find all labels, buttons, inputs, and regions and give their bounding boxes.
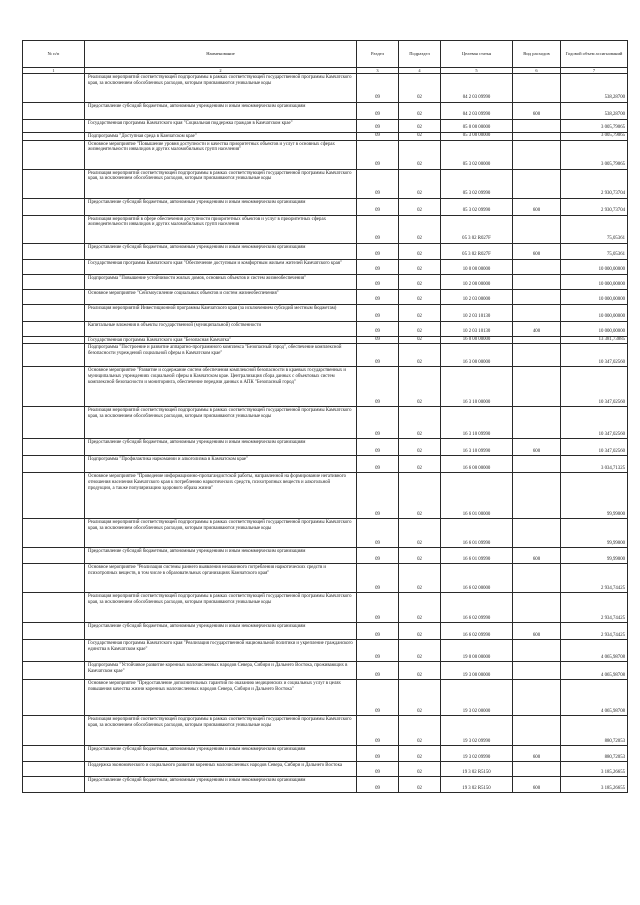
row-section-cell: 09 (357, 716, 399, 746)
row-section-cell: 09 (357, 407, 399, 439)
row-name-cell: Поддержка экономического и социального развития коренных малочисленных народов Севера, Сибири и Дальнего Востока (85, 762, 357, 777)
row-amount-cell: 2 934,74425 (561, 623, 628, 640)
row-section-cell: 09 (357, 103, 399, 120)
row-name-cell: Реализация мероприятий соответствующей подпрограммы в рамках соответствующей государственной программы Камчатского края, за исключением обособленных расходов, которым присваиваются уникальные коды (85, 407, 357, 439)
row-subsection-cell: 02 (399, 762, 441, 777)
row-section-cell: 09 (357, 304, 399, 321)
row-amount-cell: 4 065,98708 (561, 640, 628, 662)
table-row (23, 133, 628, 141)
row-name-cell: Предоставление субсидий бюджетным, автономным учреждениям и иным некоммерческим организациям (85, 746, 357, 762)
row-number-cell (23, 407, 85, 439)
row-expense-type-cell (513, 140, 561, 169)
table-row (23, 274, 628, 289)
row-expense-type-cell (513, 367, 561, 407)
row-expense-type-cell (513, 133, 561, 141)
row-expense-type-cell: 600 (513, 439, 561, 456)
row-number-cell (23, 762, 85, 777)
row-section-cell: 09 (357, 120, 399, 133)
header-subsection: Подраздел (399, 41, 441, 68)
table-row (23, 716, 628, 746)
column-number: 6 (513, 68, 561, 74)
table-row (23, 169, 628, 198)
row-expense-type-cell: 600 (513, 623, 561, 640)
row-amount-cell: 10 000,00000 (561, 274, 628, 289)
row-target-article-cell: 16 3 10 00000 (441, 367, 513, 407)
row-number-cell (23, 593, 85, 623)
table-row (23, 120, 628, 133)
row-target-article-cell: 04 2 03 09990 (441, 103, 513, 120)
row-amount-cell: 538,28700 (561, 103, 628, 120)
row-section-cell: 09 (357, 140, 399, 169)
row-section-cell: 09 (357, 198, 399, 215)
row-subsection-cell: 02 (399, 243, 441, 259)
row-subsection-cell: 02 (399, 74, 441, 103)
table-row (23, 762, 628, 777)
row-target-article-cell: 16 3 00 00000 (441, 344, 513, 367)
row-subsection-cell: 02 (399, 519, 441, 548)
row-target-article-cell: 05 3 02 00000 (441, 140, 513, 169)
row-expense-type-cell (513, 74, 561, 103)
row-amount-cell: 880,72053 (561, 746, 628, 762)
table-row (23, 640, 628, 662)
table-row (23, 680, 628, 716)
table-row (23, 662, 628, 680)
row-name-cell: Подпрограмма "Построение и развитие аппаратно-программного комплекса "Безопасный город", обеспечение комплексной безопасности учреждений социальной сферы в Камчатском крае" (85, 344, 357, 367)
table-row (23, 519, 628, 548)
row-target-article-cell: 16 6 02 09990 (441, 593, 513, 623)
row-section-cell: 09 (357, 762, 399, 777)
row-amount-cell: 75,05361 (561, 215, 628, 243)
table-row (23, 259, 628, 274)
row-name-cell: Подпрограмма "Профилактика наркомании и алкоголизма в Камчатском крае" (85, 456, 357, 473)
row-number-cell (23, 74, 85, 103)
row-name-cell: Реализация мероприятий соответствующей подпрограммы в рамках соответствующей государственной программы Камчатского края, за исключением обособленных расходов, которым присваиваются уникальные коды (85, 169, 357, 198)
row-amount-cell: 10 000,00000 (561, 289, 628, 304)
row-number-cell (23, 321, 85, 336)
row-target-article-cell: 05 3 02 R027F (441, 215, 513, 243)
row-expense-type-cell: 600 (513, 746, 561, 762)
row-amount-cell: 99,99000 (561, 519, 628, 548)
row-name-cell: Основное мероприятие "Реализация системы раннего выявления незаконного потребления наркотических средств и психотропных веществ, в том числе в образовательных организациях Камчатского края" (85, 564, 357, 593)
row-subsection-cell: 02 (399, 407, 441, 439)
row-expense-type-cell (513, 593, 561, 623)
row-section-cell: 09 (357, 777, 399, 793)
row-number-cell (23, 623, 85, 640)
row-number-cell (23, 289, 85, 304)
row-expense-type-cell (513, 336, 561, 344)
row-amount-cell: 3 005,79065 (561, 120, 628, 133)
row-section-cell: 09 (357, 640, 399, 662)
row-target-article-cell: 19 3 02 09990 (441, 716, 513, 746)
row-name-cell: Предоставление субсидий бюджетным, автономным учреждениям и иным некоммерческим организациям (85, 439, 357, 456)
row-section-cell: 09 (357, 259, 399, 274)
header-target-article: Целевая статья (441, 41, 513, 68)
row-subsection-cell: 02 (399, 662, 441, 680)
row-name-cell: Основное мероприятие "Повышение уровня доступности и качества приоритетных объектов и услуг в основных сферах жизнедеятельности инвалидов и других маломобильных групп населения" (85, 140, 357, 169)
row-amount-cell: 2 930,73704 (561, 198, 628, 215)
header-number: № п/п (23, 41, 85, 68)
row-amount-cell: 880,72053 (561, 716, 628, 746)
row-target-article-cell: 19 3 02 00000 (441, 680, 513, 716)
row-expense-type-cell (513, 169, 561, 198)
row-number-cell (23, 548, 85, 564)
column-number: 3 (357, 68, 399, 74)
row-expense-type-cell (513, 407, 561, 439)
row-expense-type-cell (513, 289, 561, 304)
row-expense-type-cell (513, 473, 561, 519)
table-row (23, 198, 628, 215)
table-row (23, 140, 628, 169)
row-section-cell: 09 (357, 215, 399, 243)
row-amount-cell: 3 005,79065 (561, 133, 628, 141)
row-number-cell (23, 473, 85, 519)
row-subsection-cell: 02 (399, 564, 441, 593)
row-amount-cell: 3 034,71325 (561, 456, 628, 473)
row-expense-type-cell: 600 (513, 777, 561, 793)
row-subsection-cell: 02 (399, 103, 441, 120)
row-section-cell: 09 (357, 321, 399, 336)
row-expense-type-cell: 600 (513, 548, 561, 564)
row-amount-cell: 538,28700 (561, 74, 628, 103)
row-name-cell: Предоставление субсидий бюджетным, автономным учреждениям и иным некоммерческим организациям (85, 777, 357, 793)
row-name-cell: Предоставление субсидий бюджетным, автономным учреждениям и иным некоммерческим организациям (85, 243, 357, 259)
table-row (23, 243, 628, 259)
row-number-cell (23, 344, 85, 367)
row-subsection-cell: 02 (399, 640, 441, 662)
row-amount-cell: 2 930,73704 (561, 169, 628, 198)
row-target-article-cell: 05 3 02 R027F (441, 243, 513, 259)
row-subsection-cell: 02 (399, 336, 441, 344)
row-amount-cell: 10 347,02560 (561, 344, 628, 367)
row-amount-cell: 4 065,98708 (561, 662, 628, 680)
header-name: Наименование (85, 41, 357, 68)
row-subsection-cell: 02 (399, 593, 441, 623)
row-expense-type-cell (513, 120, 561, 133)
row-name-cell: Основное мероприятие "Проведение информационно-пропагандистской работы, направленной на формирование негативного отношения населения Камчатского края к потреблению наркотических средств, психотропных веществ и алкогольной продукции, а также популяризацию здорового образа жизни" (85, 473, 357, 519)
row-name-cell: Реализация мероприятий соответствующей подпрограммы в рамках соответствующей государственной программы Камчатского края, за исключением обособленных расходов, которым присваиваются уникальные коды (85, 519, 357, 548)
row-number-cell (23, 304, 85, 321)
row-subsection-cell: 02 (399, 133, 441, 141)
row-number-cell (23, 336, 85, 344)
row-target-article-cell: 16 3 10 09990 (441, 407, 513, 439)
row-amount-cell: 10 000,00000 (561, 259, 628, 274)
table-row (23, 215, 628, 243)
row-amount-cell: 10 000,00000 (561, 321, 628, 336)
row-name-cell: Предоставление субсидий бюджетным, автономным учреждениям и иным некоммерческим организациям (85, 623, 357, 640)
row-target-article-cell: 16 6 01 09990 (441, 548, 513, 564)
column-number: 7 (561, 68, 628, 74)
row-target-article-cell: 10 2 03 10130 (441, 304, 513, 321)
table-row (23, 103, 628, 120)
row-subsection-cell: 02 (399, 120, 441, 133)
row-section-cell: 09 (357, 473, 399, 519)
row-amount-cell: 3 005,79065 (561, 140, 628, 169)
row-target-article-cell: 16 0 00 00000 (441, 336, 513, 344)
row-expense-type-cell (513, 640, 561, 662)
row-amount-cell: 3 185,26655 (561, 777, 628, 793)
row-number-cell (23, 133, 85, 141)
row-number-cell (23, 777, 85, 793)
table-row (23, 74, 628, 103)
table-row (23, 336, 628, 344)
row-number-cell (23, 439, 85, 456)
row-target-article-cell: 19 3 02 R5150 (441, 762, 513, 777)
row-section-cell: 09 (357, 662, 399, 680)
row-expense-type-cell (513, 662, 561, 680)
row-expense-type-cell (513, 564, 561, 593)
row-target-article-cell: 16 6 02 09990 (441, 623, 513, 640)
row-subsection-cell: 02 (399, 304, 441, 321)
row-number-cell (23, 103, 85, 120)
row-section-cell: 09 (357, 746, 399, 762)
row-expense-type-cell (513, 304, 561, 321)
row-expense-type-cell (513, 680, 561, 716)
row-amount-cell: 2 934,74425 (561, 593, 628, 623)
row-section-cell: 09 (357, 456, 399, 473)
table-row (23, 548, 628, 564)
row-target-article-cell: 10 2 03 10130 (441, 321, 513, 336)
column-number: 2 (85, 68, 357, 74)
row-amount-cell: 4 065,98708 (561, 680, 628, 716)
row-number-cell (23, 243, 85, 259)
row-name-cell: Государственная программа Камчатского края "Обеспечение доступным и комфортным жильем жителей Камчатского края" (85, 259, 357, 274)
header-section: Раздел (357, 41, 399, 68)
row-target-article-cell: 16 6 01 00000 (441, 473, 513, 519)
row-name-cell: Основное мероприятие "Предоставление дополнительных гарантий по оказанию медицинских и социальных услуг в целях повышения качества жизни коренных малочисленных народов Севера, Сибири и Дальнего Востока" (85, 680, 357, 716)
row-subsection-cell: 02 (399, 439, 441, 456)
row-subsection-cell: 02 (399, 321, 441, 336)
row-name-cell: Предоставление субсидий бюджетным, автономным учреждениям и иным некоммерческим организациям (85, 103, 357, 120)
row-section-cell: 09 (357, 564, 399, 593)
row-subsection-cell: 02 (399, 367, 441, 407)
row-name-cell: Капитальные вложения в объекты государственной (муниципальной) собственности (85, 321, 357, 336)
row-expense-type-cell: 600 (513, 243, 561, 259)
row-number-cell (23, 640, 85, 662)
column-number: 4 (399, 68, 441, 74)
table-row (23, 344, 628, 367)
table-row (23, 439, 628, 456)
header-annual-amount: Годовой объем ассигнований (561, 41, 628, 68)
row-name-cell: Предоставление субсидий бюджетным, автономным учреждениям и иным некоммерческим организациям (85, 198, 357, 215)
row-target-article-cell: 05 3 02 09990 (441, 169, 513, 198)
row-expense-type-cell (513, 716, 561, 746)
row-section-cell: 09 (357, 243, 399, 259)
row-amount-cell: 10 347,02560 (561, 407, 628, 439)
table-row (23, 623, 628, 640)
row-expense-type-cell (513, 215, 561, 243)
row-target-article-cell: 16 3 10 09990 (441, 439, 513, 456)
row-number-cell (23, 259, 85, 274)
row-name-cell: Реализация мероприятий соответствующей подпрограммы в рамках соответствующей государственной программы Камчатского края, за исключением обособленных расходов, которым присваиваются уникальные коды (85, 593, 357, 623)
row-name-cell: Государственная программа Камчатского края "Безопасная Камчатка" (85, 336, 357, 344)
row-amount-cell: 75,05361 (561, 243, 628, 259)
row-name-cell: Государственная программа Камчатского края "Реализация государственной национальной политики и укрепление гражданского единства в Камчатском крае" (85, 640, 357, 662)
row-subsection-cell: 02 (399, 289, 441, 304)
table-row (23, 456, 628, 473)
row-target-article-cell: 16 6 02 00000 (441, 564, 513, 593)
row-name-cell: Реализация мероприятий в сфере обеспечения доступности приоритетных объектов и услуг в приоритетных сферах жизнедеятельности инвалидов и других маломобильных групп населения (85, 215, 357, 243)
row-target-article-cell: 19 3 02 R5150 (441, 777, 513, 793)
row-subsection-cell: 02 (399, 716, 441, 746)
row-expense-type-cell (513, 274, 561, 289)
row-number-cell (23, 215, 85, 243)
row-subsection-cell: 02 (399, 456, 441, 473)
row-target-article-cell: 19 0 00 00000 (441, 640, 513, 662)
row-number-cell (23, 662, 85, 680)
row-section-cell: 09 (357, 344, 399, 367)
row-section-cell: 09 (357, 74, 399, 103)
row-section-cell: 09 (357, 367, 399, 407)
table-body (23, 74, 628, 793)
row-section-cell: 09 (357, 289, 399, 304)
budget-table-page (22, 40, 627, 793)
row-target-article-cell: 19 3 00 00000 (441, 662, 513, 680)
row-target-article-cell: 05 3 02 09990 (441, 198, 513, 215)
row-section-cell: 09 (357, 680, 399, 716)
row-target-article-cell: 05 3 00 00000 (441, 133, 513, 141)
row-expense-type-cell (513, 762, 561, 777)
table-row (23, 564, 628, 593)
row-name-cell: Основное мероприятие "Развитие и содержание систем обеспечения комплексной безопасности в краевых государственных и муниципальных учреждениях социальной сферы в Камчатском крае. Централизация сбора данных с объектовых систем комплексной безопасности и мониторинга, обеспечение передачи данных в АПК "Безопасный город" (85, 367, 357, 407)
row-number-cell (23, 746, 85, 762)
row-section-cell: 09 (357, 169, 399, 198)
table-row (23, 304, 628, 321)
row-amount-cell: 99,99000 (561, 473, 628, 519)
row-section-cell: 09 (357, 336, 399, 344)
row-target-article-cell: 10 0 00 00000 (441, 259, 513, 274)
row-expense-type-cell (513, 344, 561, 367)
row-number-cell (23, 680, 85, 716)
row-subsection-cell: 02 (399, 548, 441, 564)
row-name-cell: Реализация мероприятий Инвестиционной программы Камчатского края (за исключением субсидий местным бюджетам) (85, 304, 357, 321)
row-expense-type-cell: 600 (513, 103, 561, 120)
row-number-cell (23, 274, 85, 289)
row-target-article-cell: 10 2 00 00000 (441, 274, 513, 289)
row-amount-cell: 2 934,74425 (561, 564, 628, 593)
table-row (23, 367, 628, 407)
row-section-cell: 09 (357, 593, 399, 623)
row-name-cell: Подпрограмма "Повышение устойчивости жилых домов, основных объектов и систем жизнеобеспечения" (85, 274, 357, 289)
row-number-cell (23, 140, 85, 169)
column-number: 5 (441, 68, 513, 74)
row-expense-type-cell: 400 (513, 321, 561, 336)
row-subsection-cell: 02 (399, 473, 441, 519)
row-amount-cell: 10 347,02560 (561, 439, 628, 456)
table-row (23, 321, 628, 336)
row-target-article-cell: 10 2 03 00000 (441, 289, 513, 304)
row-subsection-cell: 02 (399, 777, 441, 793)
row-target-article-cell: 16 6 01 09990 (441, 519, 513, 548)
row-target-article-cell: 19 3 02 09990 (441, 746, 513, 762)
row-target-article-cell: 16 6 00 00000 (441, 456, 513, 473)
table-row (23, 593, 628, 623)
budget-allocation-table (22, 40, 628, 793)
row-name-cell: Реализация мероприятий соответствующей подпрограммы в рамках соответствующей государственной программы Камчатского края, за исключением обособленных расходов, которым присваиваются уникальные коды (85, 716, 357, 746)
row-number-cell (23, 716, 85, 746)
row-amount-cell: 13 381,73885 (561, 336, 628, 344)
row-subsection-cell: 02 (399, 623, 441, 640)
row-subsection-cell: 02 (399, 169, 441, 198)
row-name-cell: Предоставление субсидий бюджетным, автономным учреждениям и иным некоммерческим организациям (85, 548, 357, 564)
row-number-cell (23, 367, 85, 407)
row-amount-cell: 99,99000 (561, 548, 628, 564)
table-row (23, 777, 628, 793)
row-section-cell: 09 (357, 519, 399, 548)
row-subsection-cell: 02 (399, 198, 441, 215)
row-name-cell: Основное мероприятие "Сейсмоусиление социальных объектов и систем жизнеобеспечения" (85, 289, 357, 304)
row-subsection-cell: 02 (399, 680, 441, 716)
row-subsection-cell: 02 (399, 215, 441, 243)
row-expense-type-cell (513, 519, 561, 548)
row-number-cell (23, 198, 85, 215)
row-target-article-cell: 05 0 00 00000 (441, 120, 513, 133)
row-amount-cell: 3 185,26655 (561, 762, 628, 777)
table-row (23, 746, 628, 762)
table-row (23, 407, 628, 439)
row-target-article-cell: 04 2 03 09990 (441, 74, 513, 103)
row-name-cell: Подпрограмма "Устойчивое развитие коренных малочисленных народов Севера, Сибири и Дальнего Востока, проживающих в Камчатском крае" (85, 662, 357, 680)
row-section-cell: 09 (357, 133, 399, 141)
table-header-row (23, 41, 628, 68)
row-subsection-cell: 02 (399, 344, 441, 367)
row-number-cell (23, 169, 85, 198)
row-subsection-cell: 02 (399, 140, 441, 169)
row-expense-type-cell (513, 456, 561, 473)
table-row (23, 289, 628, 304)
table-row (23, 473, 628, 519)
row-name-cell: Государственная программа Камчатского края "Социальная поддержка граждан в Камчатском крае" (85, 120, 357, 133)
row-section-cell: 09 (357, 548, 399, 564)
row-section-cell: 09 (357, 274, 399, 289)
row-amount-cell: 10 347,02560 (561, 367, 628, 407)
header-expense-type: Вид расходов (513, 41, 561, 68)
row-amount-cell: 10 000,00000 (561, 304, 628, 321)
column-number: 1 (23, 68, 85, 74)
row-number-cell (23, 564, 85, 593)
row-number-cell (23, 519, 85, 548)
row-subsection-cell: 02 (399, 259, 441, 274)
row-subsection-cell: 02 (399, 274, 441, 289)
row-expense-type-cell: 600 (513, 198, 561, 215)
row-name-cell: Подпрограмма "Доступная среда в Камчатском крае" (85, 133, 357, 141)
row-number-cell (23, 456, 85, 473)
row-section-cell: 09 (357, 439, 399, 456)
row-subsection-cell: 02 (399, 746, 441, 762)
row-expense-type-cell (513, 259, 561, 274)
row-name-cell: Реализация мероприятий соответствующей подпрограммы в рамках соответствующей государственной программы Камчатского края, за исключением обособленных расходов, которым присваиваются уникальные коды (85, 74, 357, 103)
row-number-cell (23, 120, 85, 133)
row-section-cell: 09 (357, 623, 399, 640)
